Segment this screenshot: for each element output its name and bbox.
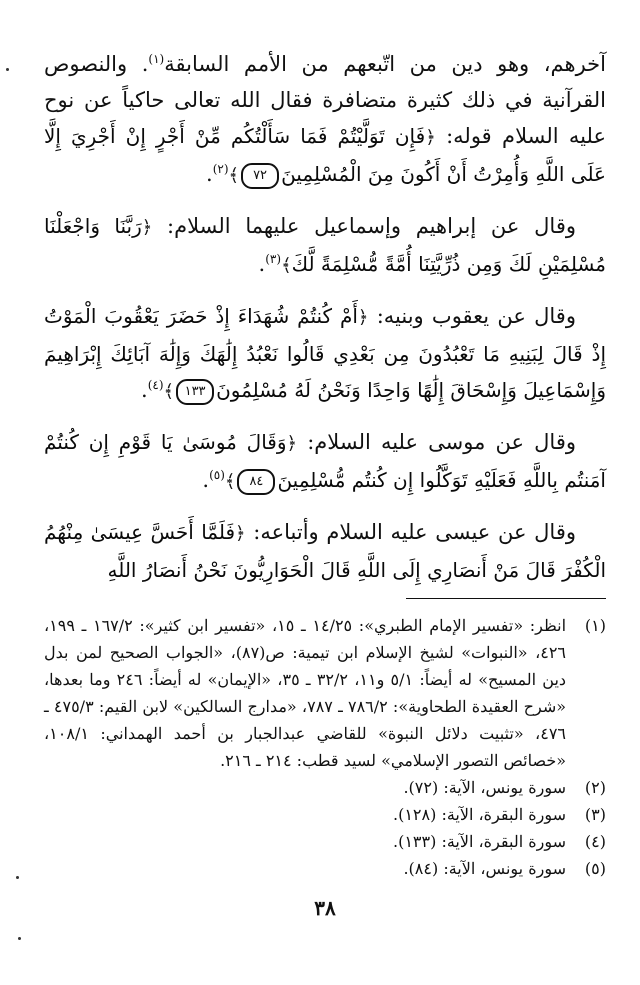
paragraph-text: . والنصوص القرآنية في ذلك كثيرة متضافرة فقال الله تعالى حاكياً عن نوح عليه السلام قوله: xyxy=(44,52,606,148)
verse-number-marker: ١٣٣ xyxy=(176,379,214,405)
body-paragraph-5 xyxy=(44,514,606,588)
quran-open-bracket: ﴿ xyxy=(286,433,298,454)
body-paragraph-1 xyxy=(44,46,606,194)
margin-speck xyxy=(16,876,19,879)
margin-speck xyxy=(6,68,9,71)
sentence-end: . xyxy=(258,252,266,276)
footnote-reference: (٤) xyxy=(147,378,164,392)
quran-verse-text: أَمْ كُنتُمْ شُهَدَاءَ إِذْ حَضَرَ يَعْقُوبَ الْمَوْتُ إِذْ قَالَ لِبَنِيهِ مَا تَعْبُدُونَ مِن بَعْدِي قَالُوا نَعْبُدُ إِلَٰهَكَ وَإِلَٰهَ آبَائِكَ إِبْرَاهِيمَ وَإِسْمَاعِيلَ وَإِسْحَاقَ إِلَٰهًا وَاحِدًا وَنَحْنُ لَهُ مُسْلِمُونَ xyxy=(44,304,606,402)
quran-verse-text: وَقَالَ مُوسَىٰ يَا قَوْمِ إِن كُنتُمْ آمَنتُم بِاللَّهِ فَعَلَيْهِ تَوَكَّلُوا إِن كُنتُم مُّسْلِمِينَ xyxy=(44,430,606,492)
quran-close-bracket: ﴾ xyxy=(163,381,175,402)
quran-verse-text: فَلَمَّا أَحَسَّ عِيسَىٰ مِنْهُمُ الْكُفْرَ قَالَ مَنْ أَنصَارِي إِلَى اللَّهِ قَالَ الْحَوَارِيُّونَ نَحْنُ أَنصَارُ اللَّهِ xyxy=(44,520,606,582)
quran-open-bracket: ﴿ xyxy=(425,127,436,148)
footnote-reference: (٣) xyxy=(265,252,282,266)
body-paragraph-4 xyxy=(44,424,606,500)
footnote-text: سورة يونس، الآية: (٧٢). xyxy=(403,778,566,797)
footnote-reference: (٢) xyxy=(212,162,229,176)
footnote-text: سورة البقرة، الآية: (١٣٣). xyxy=(393,832,566,851)
quran-verse-text: رَبَّنَا وَاجْعَلْنَا مُسْلِمَيْنِ لَكَ وَمِن ذُرِّيَّتِنَا أُمَّةً مُّسْلِمَةً لَّكَ xyxy=(44,214,606,276)
footnote-2 xyxy=(44,774,606,801)
footnote-5 xyxy=(44,855,606,882)
footnote-text: سورة يونس، الآية: (٨٤). xyxy=(403,859,566,878)
sentence-end: . xyxy=(206,162,213,186)
footnote-number: (٢) xyxy=(584,778,606,797)
footnote-text: سورة البقرة، الآية: (١٢٨). xyxy=(393,805,566,824)
footnote-1 xyxy=(44,612,606,774)
quran-close-bracket: ﴾ xyxy=(281,255,292,276)
verse-number-marker: ٧٢ xyxy=(241,163,279,189)
quran-close-bracket: ﴾ xyxy=(228,165,240,186)
footnote-number: (٥) xyxy=(584,859,606,878)
footnote-separator xyxy=(406,598,606,599)
sentence-end: . xyxy=(141,378,148,402)
quran-verse-text: فَإِن تَوَلَّيْتُمْ فَمَا سَأَلْتُكُم مِّنْ أَجْرٍ إِنْ أَجْرِيَ إِلَّا عَلَى اللَّهِ وَأُمِرْتُ أَنْ أَكُونَ مِنَ الْمُسْلِمِينَ xyxy=(44,124,606,186)
book-page xyxy=(44,46,606,946)
paragraph-text: وقال عن موسى عليه السلام: xyxy=(297,430,576,454)
footnote-reference: (٥) xyxy=(209,468,225,482)
footnote-number: (٣) xyxy=(584,805,606,824)
paragraph-text: وقال عن يعقوب وبنيه: xyxy=(368,304,576,328)
footnote-3 xyxy=(44,801,606,828)
footnotes-section xyxy=(44,612,606,882)
footnote-reference: (١) xyxy=(148,52,165,66)
margin-speck xyxy=(18,937,21,940)
footnote-number: (٤) xyxy=(584,832,606,851)
footnote-number: (١) xyxy=(584,616,606,635)
paragraph-text: وقال عن عيسى عليه السلام وأتباعه: xyxy=(245,520,576,544)
body-paragraph-2 xyxy=(44,208,606,284)
paragraph-text: آخرهم، وهو دين من اتّبعهم من الأمم السابقة xyxy=(164,52,606,76)
footnote-text: انظر: «تفسير الإمام الطبري»: ١٤/٢٥ ـ ١٥، «تفسير ابن كثير»: ١٦٧/٢ ـ ١٩٩، ٤٢٦، «النبوات» لشيخ الإسلام ابن تيمية: ص(٨٧)، «الجواب الصحيح لمن بدل دين المسيح» له أيضاً: ٥/١ و١١، ٣٢/٢ ـ ٣٥، «الإيمان» له أيضاً: ٢٤٦ وما بعدها، «شرح العقيدة الطحاوية»: ٧٨٦/٢ ـ ٧٨٧، «مدارج السالكين» لابن القيم: ٤٧٥/٣ ـ ٤٧٦، «تثبيت دلائل النبوة» للقاضي عبدالجبار بن أحمد الهمداني: ١٠٨/١، «خصائص التصور الإسلامي» لسيد قطب: ٢١٤ ـ ٢١٦. xyxy=(44,616,567,770)
verse-number-marker: ٨٤ xyxy=(237,469,275,495)
quran-open-bracket: ﴿ xyxy=(141,217,153,238)
quran-close-bracket: ﴾ xyxy=(224,471,236,492)
footnote-4 xyxy=(44,828,606,855)
quran-open-bracket: ﴿ xyxy=(357,307,369,328)
page-number: ٣٨ xyxy=(314,896,336,920)
body-paragraph-3 xyxy=(44,298,606,410)
paragraph-text: وقال عن إبراهيم وإسماعيل عليهما السلام: xyxy=(152,214,577,238)
quran-open-bracket: ﴿ xyxy=(235,523,246,544)
sentence-end: . xyxy=(202,468,210,492)
